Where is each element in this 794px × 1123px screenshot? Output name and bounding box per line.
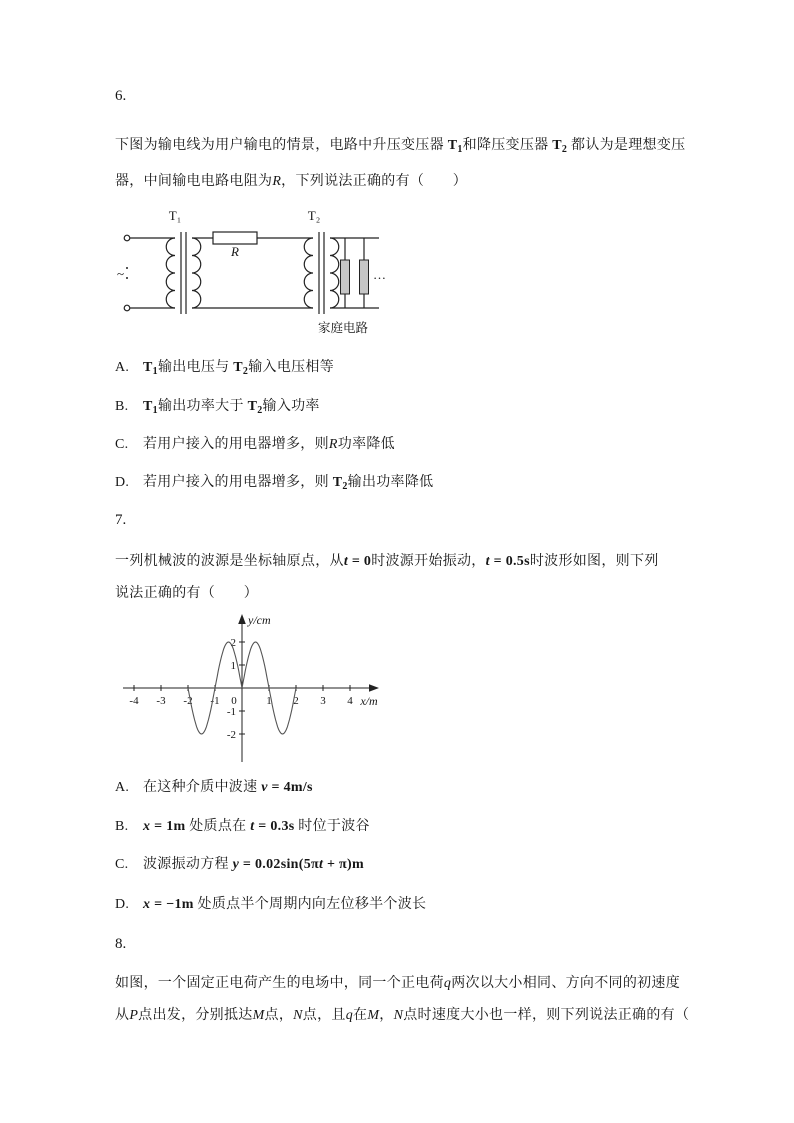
option-text: 若用户接入的用电器增多，则 $T_2$输出功率降低 [143, 475, 434, 492]
option-letter: D. [115, 897, 130, 912]
q7-option-d [115, 893, 426, 917]
option-text: $T_1$输出电压与 $T_2$输入电压相等 [143, 360, 335, 377]
svg-text:4: 4 [347, 695, 353, 707]
option-letter: B. [115, 819, 129, 834]
line-resistor-r [213, 232, 257, 244]
svg-text:2: 2 [293, 695, 299, 707]
question-6-figure [117, 206, 389, 342]
question-7-figure [117, 610, 407, 770]
svg-text:2: 2 [230, 637, 236, 649]
svg-text:1: 1 [230, 660, 236, 672]
wave-chart [117, 610, 407, 770]
q7-option-c [115, 853, 364, 877]
q6-option-b [115, 395, 320, 423]
svg-text:3: 3 [320, 695, 326, 707]
svg-text:1: 1 [266, 695, 272, 707]
question-8-number: 8. [115, 936, 127, 952]
svg-text:-1: -1 [210, 695, 220, 707]
option-text: x = −1m 处质点半个周期内向左位移半个波长 [143, 897, 427, 912]
page-content [115, 0, 715, 1123]
load-resistor-1 [341, 260, 350, 294]
option-text: 波源振动方程 y = 0.02sin(5πt + π)m [143, 857, 364, 872]
q6-option-d [115, 471, 433, 499]
option-letter: C. [115, 857, 129, 872]
x-axis-arrow-icon [369, 684, 379, 692]
line-resistor-r-label: R [231, 244, 239, 259]
ac-tilde-label: ~ [117, 266, 125, 281]
svg-text:-4: -4 [129, 695, 139, 707]
option-letter: C. [115, 437, 129, 452]
svg-text:-2: -2 [183, 695, 193, 707]
load-resistor-2 [360, 260, 369, 294]
option-letter: D. [115, 475, 130, 490]
option-text: 若用户接入的用电器增多，则R功率降低 [143, 437, 395, 452]
option-letter: A. [115, 780, 130, 795]
y-axis-label: y/cm [248, 613, 271, 627]
option-letter: A. [115, 360, 130, 375]
transformer-circuit-diagram [117, 206, 389, 342]
question-8-stem: 如图，一个固定正电荷产生的电场中，同一个正电荷q两次以大小相同、方向不同的初速度 从P点出发，分别抵达M点，N点，且q在M，N点时速度大小也一样，则下列说法正确的有（ [115, 976, 690, 1023]
svg-text:-2: -2 [226, 729, 236, 741]
option-letter: B. [115, 399, 129, 414]
y-axis-arrow-icon [238, 614, 246, 624]
transformer-t1 [166, 232, 201, 314]
option-text: 在这种介质中波速 v = 4m/s [143, 780, 313, 795]
household-circuit-label: 家庭电路 [317, 321, 369, 335]
question-7-number: 7. [115, 512, 127, 528]
svg-text:0: 0 [231, 695, 237, 707]
transformer-t1-label: T₁ [168, 208, 182, 223]
transformer-t2-label: T₂ [307, 208, 321, 223]
more-loads-dots: … [373, 267, 386, 282]
svg-text:-3: -3 [156, 695, 166, 707]
option-text: $T_1$输出功率大于 $T_2$输入功率 [143, 399, 320, 416]
question-6-stem: 下图为输电线为用户输电的情景，电路中升压变压器 $T_1$和降压变压器 $T_2$ 都认为是理想变压 器，中间输电电路电阻为R，下列说法正确的有（ ） [115, 138, 686, 189]
question-6-number: 6. [115, 88, 127, 104]
q7-option-b [115, 815, 370, 839]
x-axis-label: x/m [360, 694, 378, 708]
svg-text:-1: -1 [226, 706, 236, 718]
option-text: x = 1m 处质点在 t = 0.3s 时位于波谷 [143, 819, 370, 834]
q6-option-c [115, 433, 395, 457]
q6-option-a [115, 356, 334, 384]
transformer-t2 [304, 232, 339, 314]
ac-source-icon [117, 235, 130, 311]
question-7-stem: 一列机械波的波源是坐标轴原点，从t = 0时波源开始振动，t = 0.5s时波形如图，则下列 说法正确的有（ ） [115, 554, 659, 601]
q7-option-a [115, 776, 313, 800]
